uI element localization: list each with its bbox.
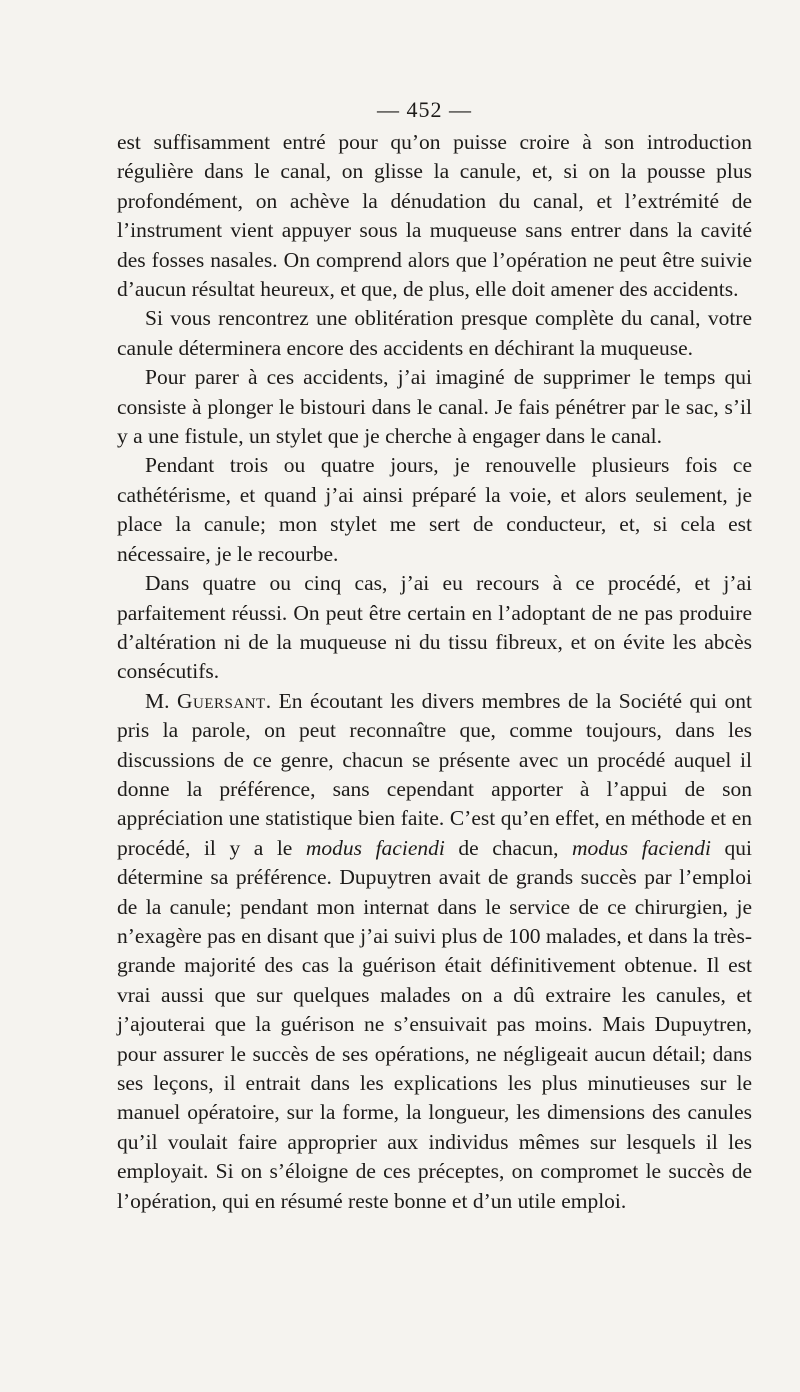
- paragraph: [117, 304, 752, 363]
- paragraph-text: est suffisamment entré pour qu’on puisse croire à son introduction régulière dans le canal, on glisse la canule, et, si on la pousse plus profondément, on achève la dénudation du canal, et l’extrémité de l’instrument vient appuyer sous la muqueuse sans entrer dans la cavité des fosses nasales. On comprend alors que l’opération ne peut être suivie d’aucun résultat heureux, et que, de plus, elle doit amener des accidents.: [117, 130, 752, 302]
- paragraph-text: qui détermine sa préférence. Dupuytren avait de grands succès par l’emploi de la canule; pendant mon internat dans le service de ce chirurgien, je n’exagère pas en disant que j’ai suivi plus de 100 malades, et dans la très-grande majorité des cas la guérison était définitivement obtenue. Il est vrai aussi que sur quelques malades on a dû extraire les canules, et j’ajouterai que la guérison ne s’ensuivait pas moins. Mais Dupuytren, pour assurer le succès de ses opérations, ne négligeait aucun détail; dans ses leçons, il entrait dans les explications les plus minutieuses sur le manuel opératoire, sur la forme, la longueur, les dimensions des canules qu’il voulait faire approprier aux individus mêmes sur lesquels il les employait. Si on s’éloigne de ces préceptes, on compromet le succès de l’opération, qui en résumé reste bonne et d’un utile emploi.: [117, 835, 753, 1213]
- paragraph: [117, 569, 752, 687]
- paragraph-text: . En écoutant les divers membres de la Société qui ont pris la parole, on peut reconnaître que, comme toujours, dans les discussions de ce genre, chacun se présente avec un procédé auquel il donne la préférence, sans cependant apporter à l’appui de son appréciation une statistique bien faite. C’est qu’en effet, en méthode et en procédé, il y a le: [117, 688, 753, 860]
- paragraph-text: de chacun,: [444, 835, 573, 860]
- paragraph-text: Pour parer à ces accidents, j’ai imaginé de supprimer le temps qui consiste à plonger le bistouri dans le canal. Je fais pénétrer par le sac, s’il y a une fistule, un stylet que je cherche à engager dans le canal.: [117, 365, 752, 449]
- paragraph-text: M.: [145, 688, 177, 713]
- paragraph: [117, 363, 752, 451]
- italic-text: modus faciendi: [572, 835, 711, 860]
- paragraph-text: Si vous rencontrez une oblitération presque complète du canal, votre canule déterminera encore des accidents en déchirant la muqueuse.: [117, 306, 752, 360]
- paragraph: [117, 451, 752, 569]
- paragraph: [117, 687, 752, 1216]
- speaker-name: Guersant: [177, 688, 266, 713]
- paragraph-text: Pendant trois ou quatre jours, je renouvelle plusieurs fois ce cathétérisme, et quand j’ai ainsi préparé la voie, et alors seulement, je place la canule; mon stylet me sert de conducteur, et, si cela est nécessaire, je le recourbe.: [117, 453, 752, 566]
- page-number: — 452 —: [377, 97, 472, 122]
- paragraph: [117, 128, 752, 304]
- italic-text: modus faciendi: [305, 835, 445, 860]
- body-text: [117, 128, 752, 1216]
- paragraph-text: Dans quatre ou cinq cas, j’ai eu recours à ce procédé, et j’ai parfaitement réussi. On peut être certain en l’adoptant de ne pas produire d’altération ni de la muqueuse ni du tissu fibreux, et on évite les abcès consécutifs.: [117, 571, 752, 684]
